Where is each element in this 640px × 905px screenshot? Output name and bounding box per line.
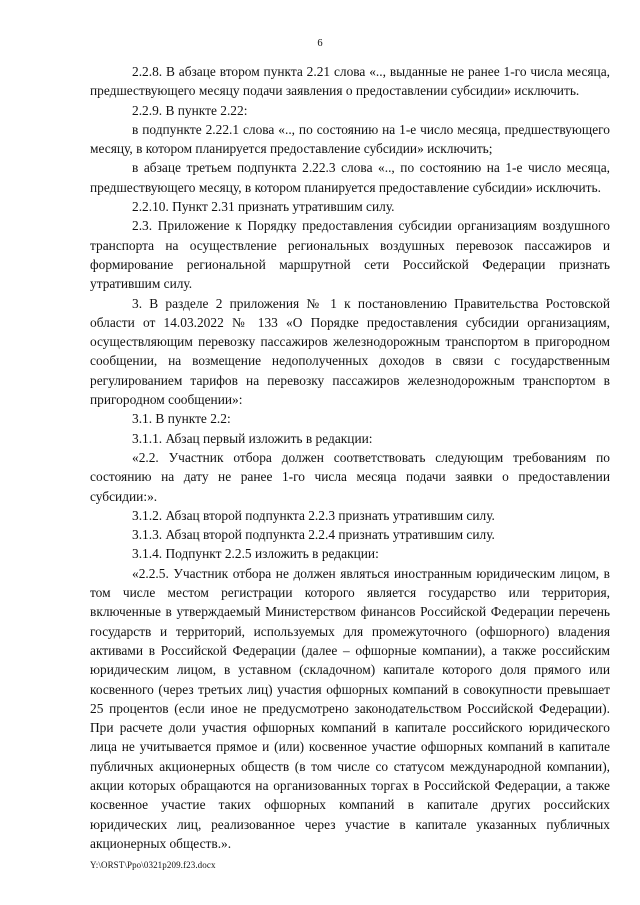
page-number: 6 (317, 38, 323, 49)
paragraph-3-1-2: 3.1.2. Абзац второй подпункта 2.2.3 признать утратившим силу. (132, 507, 495, 523)
paragraph-subpoint-2-22-1: в подпункте 2.22.1 слова «.., по состоянию на 1-е число месяца, предшествующего месяцу, в котором планируется предоставление субсидии» исключить; (90, 121, 610, 157)
paragraph-2-2-5-quote: «2.2.5. Участник отбора не должен являться иностранным юридическим лицом, в том числе местом регистрации которого является государство или территория, включенные в утверждаемый Министерством финансов Российской Федерации перечень государств и территорий, используемых для промежуточного (офшорного) владения активами в Российской Федерации (далее – офшорные компании), а также российским юридическим лицом, в уставном (складочном) капитале которого доля прямого или косвенного (через третьих лиц) участия офшорных компаний в совокупности превышает 25 процентов (если иное не предусмотрено законодательством Российской Федерации). При расчете доли участия офшорных компаний в капитале российского юридического лица не учитывается прямое и (или) косвенное участие офшорных компаний в капитале публичных акционерных обществ (в том числе со статусом международной компании), акции которых обращаются на организованных торгах в Российской Федерации, а также косвенное участие таких офшорных компаний в капитале других российских юридических лиц, реализованное через участие в капитале указанных публичных акционерных обществ.». (90, 565, 610, 851)
paragraph-3-1: 3.1. В пункте 2.2: (132, 411, 231, 427)
paragraph-3: 3. В разделе 2 приложения № 1 к постановлению Правительства Ростовской области от 14.03.2022 № 133 «О Порядке предоставления субсидии организациям, осуществляющим перевозку пассажиров железнодорожным транспортом в пригородном сообщении, на возмещение недополученных доходов в связи с государственным регулированием тарифов на перевозку пассажиров железнодорожным транспортом в пригородном сообщении»: (90, 295, 610, 408)
file-path-footer: Y:\ORST\Ppo\0321p209.f23.docx (90, 860, 216, 870)
paragraph-2-2-9: 2.2.9. В пункте 2.22: (132, 102, 248, 118)
paragraph-2-2-8: 2.2.8. В абзаце втором пункта 2.21 слова «.., выданные не ранее 1-го числа месяца, предшествующего месяцу подачи заявления о предоставлении субсидии» исключить. (90, 64, 610, 99)
paragraph-2-3: 2.3. Приложение к Порядку предоставления субсидии организациям воздушного транспорта на осуществление региональных воздушных перевозок пассажиров и формирование региональной маршрутной сети Российской Федерации признать утратившим силу. (90, 218, 610, 292)
paragraph-2-2-10: 2.2.10. Пункт 2.31 признать утратившим силу. (132, 199, 395, 215)
paragraph-subpoint-2-22-3: в абзаце третьем подпункта 2.22.3 слова «.., по состоянию на 1-е число месяца, предшествующего месяцу, в котором планируется предоставление субсидии» исключить. (90, 160, 610, 195)
document-body (90, 62, 610, 853)
paragraph-3-1-4: 3.1.4. Подпункт 2.2.5 изложить в редакции: (132, 546, 379, 562)
paragraph-2-2-quote: «2.2. Участник отбора должен соответствовать следующим требованиям по состоянию на дату не ранее 1-го числа месяца подачи заявки о предоставлении субсидии:». (90, 449, 610, 504)
paragraph-3-1-3: 3.1.3. Абзац второй подпункта 2.2.4 признать утратившим силу. (132, 527, 495, 543)
paragraph-3-1-1: 3.1.1. Абзац первый изложить в редакции: (132, 430, 373, 446)
